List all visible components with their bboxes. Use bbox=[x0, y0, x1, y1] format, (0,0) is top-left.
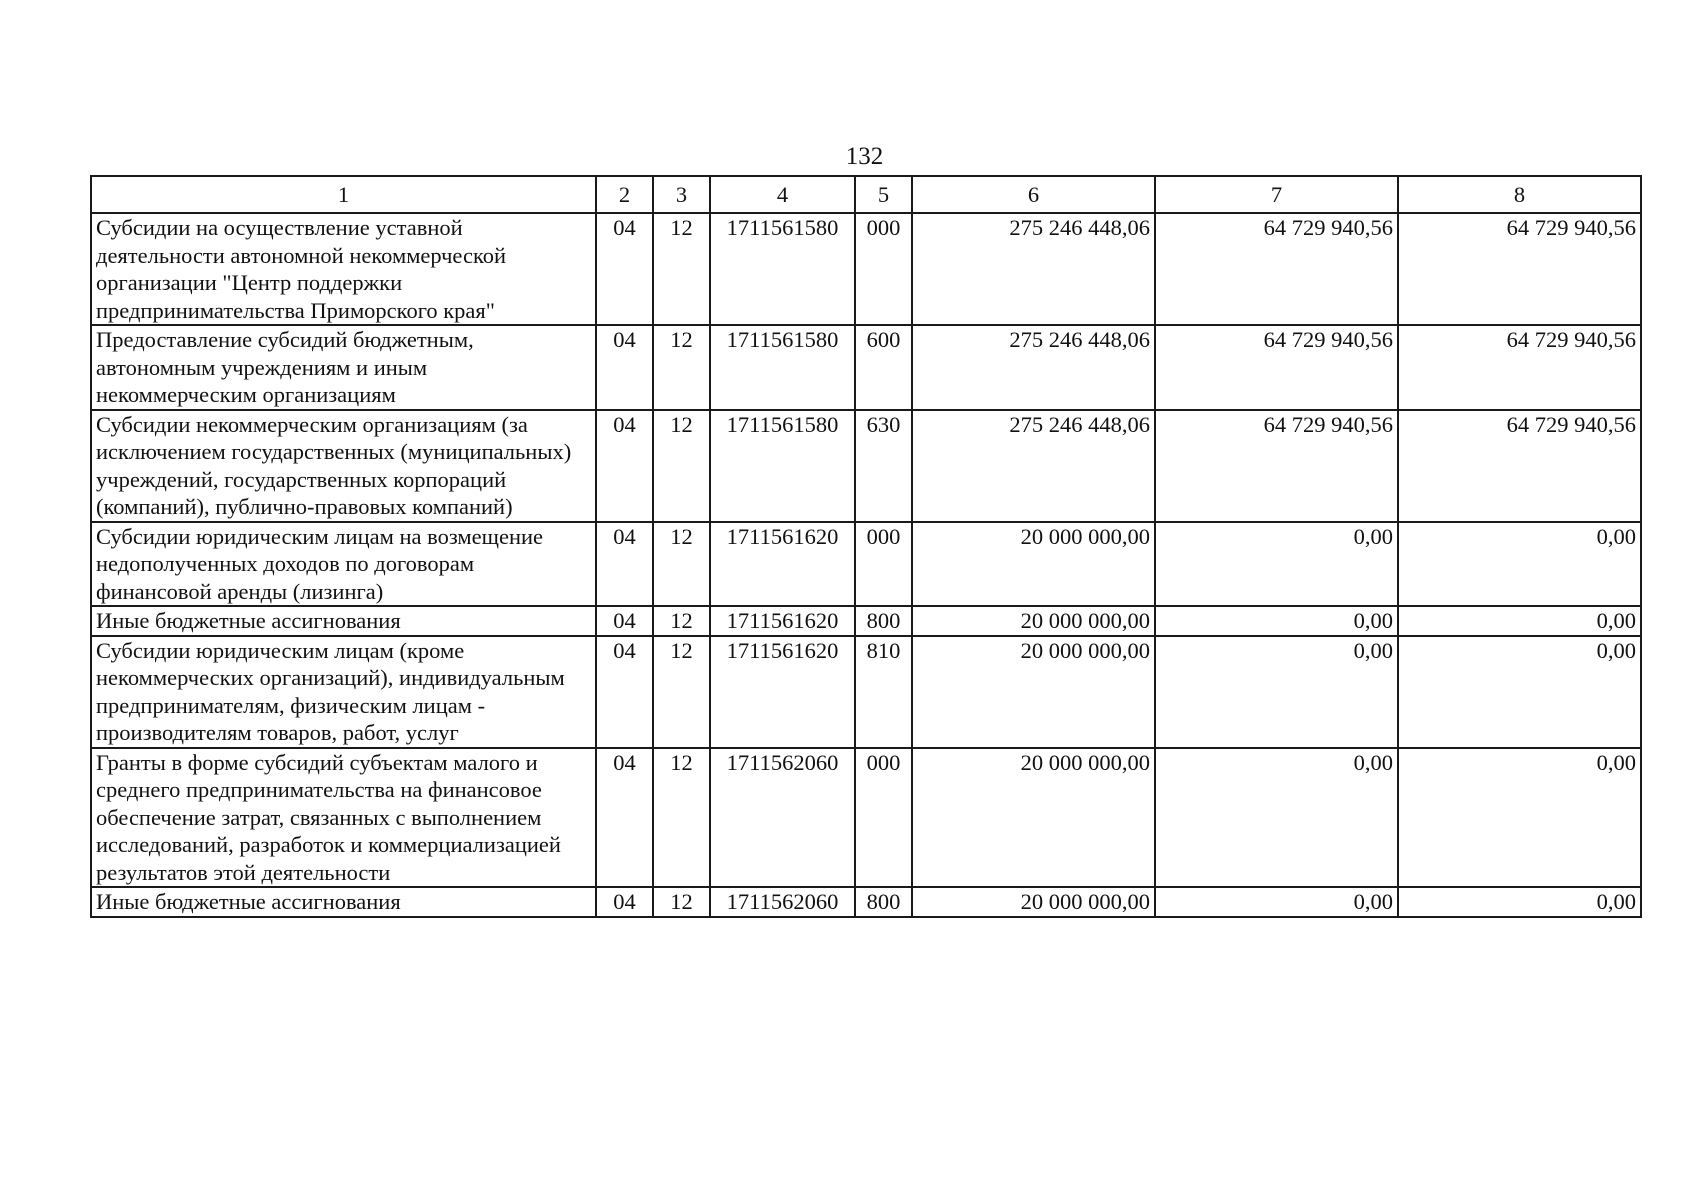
budget-table bbox=[90, 175, 1642, 918]
amount-col6: 20 000 000,00 bbox=[912, 522, 1155, 607]
table-row bbox=[91, 325, 1641, 410]
target-code: 1711561580 bbox=[710, 325, 855, 410]
section-code: 04 bbox=[596, 636, 653, 748]
subsection-code: 12 bbox=[653, 522, 710, 607]
table-row bbox=[91, 522, 1641, 607]
amount-col8: 64 729 940,56 bbox=[1398, 410, 1641, 522]
column-header: 2 bbox=[596, 176, 653, 213]
amount-col8: 0,00 bbox=[1398, 522, 1641, 607]
amount-col8: 64 729 940,56 bbox=[1398, 213, 1641, 325]
target-code: 1711562060 bbox=[710, 748, 855, 888]
target-code: 1711562060 bbox=[710, 887, 855, 917]
amount-col6: 20 000 000,00 bbox=[912, 887, 1155, 917]
header-row bbox=[91, 176, 1641, 213]
section-code: 04 bbox=[596, 887, 653, 917]
amount-col8: 0,00 bbox=[1398, 606, 1641, 636]
section-code: 04 bbox=[596, 213, 653, 325]
expense-type-code: 630 bbox=[855, 410, 912, 522]
amount-col8: 64 729 940,56 bbox=[1398, 325, 1641, 410]
column-header: 5 bbox=[855, 176, 912, 213]
amount-col6: 20 000 000,00 bbox=[912, 636, 1155, 748]
row-name: Предоставление субсидий бюджетным, автономным учреждениям и иным некоммерческим организациям bbox=[91, 325, 596, 410]
section-code: 04 bbox=[596, 522, 653, 607]
amount-col7: 0,00 bbox=[1155, 748, 1398, 888]
section-code: 04 bbox=[596, 606, 653, 636]
expense-type-code: 810 bbox=[855, 636, 912, 748]
row-name: Субсидии некоммерческим организациям (за исключением государственных (муниципальных) учреждений, государственных корпораций (компаний), публично-правовых компаний) bbox=[91, 410, 596, 522]
subsection-code: 12 bbox=[653, 636, 710, 748]
section-code: 04 bbox=[596, 748, 653, 888]
subsection-code: 12 bbox=[653, 410, 710, 522]
target-code: 1711561620 bbox=[710, 636, 855, 748]
column-header: 1 bbox=[91, 176, 596, 213]
expense-type-code: 000 bbox=[855, 213, 912, 325]
amount-col7: 64 729 940,56 bbox=[1155, 213, 1398, 325]
section-code: 04 bbox=[596, 410, 653, 522]
target-code: 1711561620 bbox=[710, 522, 855, 607]
amount-col7: 64 729 940,56 bbox=[1155, 410, 1398, 522]
subsection-code: 12 bbox=[653, 606, 710, 636]
column-header: 3 bbox=[653, 176, 710, 213]
expense-type-code: 600 bbox=[855, 325, 912, 410]
table-row bbox=[91, 213, 1641, 325]
amount-col6: 20 000 000,00 bbox=[912, 606, 1155, 636]
table-row bbox=[91, 748, 1641, 888]
table-row bbox=[91, 410, 1641, 522]
row-name: Субсидии юридическим лицам на возмещение недополученных доходов по договорам финансовой аренды (лизинга) bbox=[91, 522, 596, 607]
target-code: 1711561580 bbox=[710, 410, 855, 522]
amount-col6: 20 000 000,00 bbox=[912, 748, 1155, 888]
amount-col6: 275 246 448,06 bbox=[912, 213, 1155, 325]
table-row bbox=[91, 887, 1641, 917]
amount-col7: 0,00 bbox=[1155, 887, 1398, 917]
amount-col7: 0,00 bbox=[1155, 522, 1398, 607]
target-code: 1711561620 bbox=[710, 606, 855, 636]
amount-col8: 0,00 bbox=[1398, 748, 1641, 888]
target-code: 1711561580 bbox=[710, 213, 855, 325]
subsection-code: 12 bbox=[653, 748, 710, 888]
amount-col7: 0,00 bbox=[1155, 606, 1398, 636]
subsection-code: 12 bbox=[653, 213, 710, 325]
row-name: Иные бюджетные ассигнования bbox=[91, 887, 596, 917]
section-code: 04 bbox=[596, 325, 653, 410]
expense-type-code: 000 bbox=[855, 522, 912, 607]
expense-type-code: 800 bbox=[855, 606, 912, 636]
table-row bbox=[91, 636, 1641, 748]
amount-col8: 0,00 bbox=[1398, 636, 1641, 748]
amount-col7: 64 729 940,56 bbox=[1155, 325, 1398, 410]
column-header: 7 bbox=[1155, 176, 1398, 213]
row-name: Гранты в форме субсидий субъектам малого и среднего предпринимательства на финансовое обеспечение затрат, связанных с выполнением исследований, разработок и коммерциализацией результатов этой деятельности bbox=[91, 748, 596, 888]
amount-col7: 0,00 bbox=[1155, 636, 1398, 748]
page-number: 132 bbox=[845, 143, 884, 170]
table-row bbox=[91, 606, 1641, 636]
expense-type-code: 800 bbox=[855, 887, 912, 917]
row-name: Иные бюджетные ассигнования bbox=[91, 606, 596, 636]
column-header: 8 bbox=[1398, 176, 1641, 213]
row-name: Субсидии юридическим лицам (кроме некоммерческих организаций), индивидуальным предпринимателям, физическим лицам - производителям товаров, работ, услуг bbox=[91, 636, 596, 748]
amount-col8: 0,00 bbox=[1398, 887, 1641, 917]
amount-col6: 275 246 448,06 bbox=[912, 325, 1155, 410]
subsection-code: 12 bbox=[653, 325, 710, 410]
amount-col6: 275 246 448,06 bbox=[912, 410, 1155, 522]
expense-type-code: 000 bbox=[855, 748, 912, 888]
subsection-code: 12 bbox=[653, 887, 710, 917]
column-header: 4 bbox=[710, 176, 855, 213]
column-header: 6 bbox=[912, 176, 1155, 213]
row-name: Субсидии на осуществление уставной деятельности автономной некоммерческой организации "Центр поддержки предпринимательства Приморского края" bbox=[91, 213, 596, 325]
